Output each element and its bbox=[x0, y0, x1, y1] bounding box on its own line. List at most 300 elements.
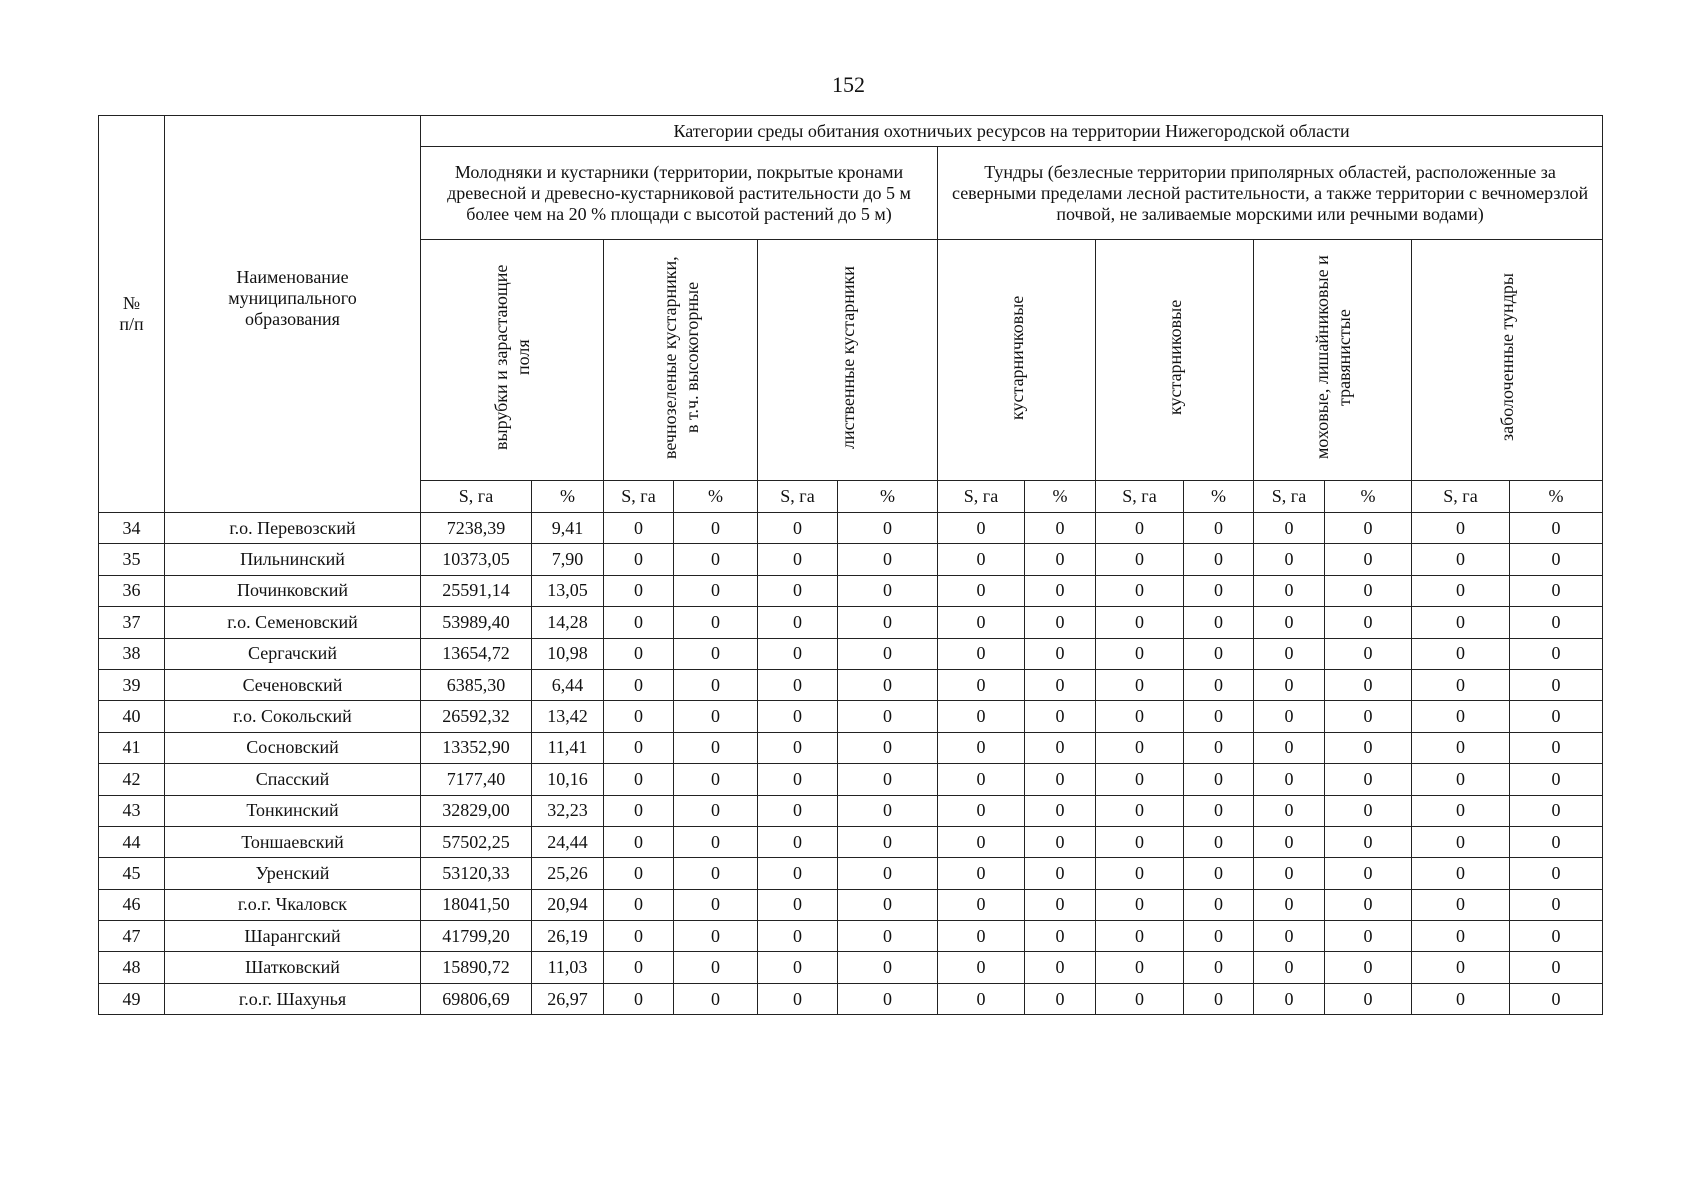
area-value: 0 bbox=[1412, 764, 1510, 795]
percent-value: 0 bbox=[838, 858, 938, 889]
percent-value: 0 bbox=[674, 764, 758, 795]
sub-header-5 bbox=[1096, 240, 1254, 481]
percent-value: 0 bbox=[838, 701, 938, 732]
area-value: 0 bbox=[1412, 638, 1510, 669]
percent-value: 0 bbox=[1510, 952, 1603, 983]
percent-value: 0 bbox=[674, 952, 758, 983]
area-value: 0 bbox=[1412, 983, 1510, 1014]
area-value: 0 bbox=[1412, 795, 1510, 826]
area-value: 0 bbox=[1096, 889, 1184, 920]
area-value: 0 bbox=[938, 921, 1025, 952]
area-value: 0 bbox=[604, 952, 674, 983]
clearings-percent: 10,98 bbox=[532, 638, 604, 669]
percent-value: 0 bbox=[674, 669, 758, 700]
percent-value: 0 bbox=[674, 921, 758, 952]
unit-percent-header: % bbox=[1510, 481, 1603, 513]
percent-value: 0 bbox=[1025, 575, 1096, 606]
clearings-percent: 32,23 bbox=[532, 795, 604, 826]
area-value: 0 bbox=[604, 513, 674, 544]
percent-value: 0 bbox=[838, 952, 938, 983]
row-number: 44 bbox=[99, 826, 165, 857]
percent-value: 0 bbox=[1025, 544, 1096, 575]
area-value: 0 bbox=[938, 513, 1025, 544]
area-value: 0 bbox=[758, 826, 838, 857]
percent-value: 0 bbox=[838, 638, 938, 669]
clearings-percent: 11,03 bbox=[532, 952, 604, 983]
area-value: 0 bbox=[604, 575, 674, 606]
area-value: 0 bbox=[1096, 575, 1184, 606]
area-value: 0 bbox=[604, 858, 674, 889]
clearings-area: 13352,90 bbox=[421, 732, 532, 763]
row-number: 39 bbox=[99, 669, 165, 700]
area-value: 0 bbox=[1412, 921, 1510, 952]
clearings-percent: 20,94 bbox=[532, 889, 604, 920]
percent-value: 0 bbox=[1184, 607, 1254, 638]
category-title: Категории среды обитания охотничьих ресурсов на территории Нижегородской области bbox=[421, 116, 1603, 147]
area-value: 0 bbox=[1096, 983, 1184, 1014]
unit-area-header: S, га bbox=[604, 481, 674, 513]
area-value: 0 bbox=[938, 638, 1025, 669]
area-value: 0 bbox=[758, 701, 838, 732]
percent-value: 0 bbox=[1325, 858, 1412, 889]
area-value: 0 bbox=[1096, 858, 1184, 889]
municipality-name: г.о. Перевозский bbox=[165, 513, 421, 544]
percent-value: 0 bbox=[674, 638, 758, 669]
percent-value: 0 bbox=[1184, 701, 1254, 732]
clearings-area: 7177,40 bbox=[421, 764, 532, 795]
area-value: 0 bbox=[604, 983, 674, 1014]
percent-value: 0 bbox=[1184, 669, 1254, 700]
municipality-name: г.о.г. Шахунья bbox=[165, 983, 421, 1014]
percent-value: 0 bbox=[1325, 795, 1412, 826]
percent-value: 0 bbox=[1510, 513, 1603, 544]
table-row bbox=[99, 795, 1603, 826]
percent-value: 0 bbox=[1510, 544, 1603, 575]
percent-value: 0 bbox=[1325, 513, 1412, 544]
area-value: 0 bbox=[758, 889, 838, 920]
table-row bbox=[99, 921, 1603, 952]
clearings-percent: 13,42 bbox=[532, 701, 604, 732]
area-value: 0 bbox=[1254, 952, 1325, 983]
table-row bbox=[99, 701, 1603, 732]
row-number: 49 bbox=[99, 983, 165, 1014]
clearings-percent: 6,44 bbox=[532, 669, 604, 700]
clearings-area: 32829,00 bbox=[421, 795, 532, 826]
area-value: 0 bbox=[758, 544, 838, 575]
table-row bbox=[99, 826, 1603, 857]
percent-value: 0 bbox=[838, 669, 938, 700]
municipality-name: Пильнинский bbox=[165, 544, 421, 575]
percent-value: 0 bbox=[1025, 952, 1096, 983]
area-value: 0 bbox=[604, 544, 674, 575]
area-value: 0 bbox=[604, 795, 674, 826]
area-value: 0 bbox=[758, 513, 838, 544]
percent-value: 0 bbox=[1325, 764, 1412, 795]
unit-percent-header: % bbox=[838, 481, 938, 513]
area-value: 0 bbox=[604, 732, 674, 763]
table-row bbox=[99, 607, 1603, 638]
sub-label-6: моховые, лишайниковые и травянистые bbox=[1311, 255, 1354, 460]
percent-value: 0 bbox=[1325, 826, 1412, 857]
row-number: 48 bbox=[99, 952, 165, 983]
area-value: 0 bbox=[938, 669, 1025, 700]
table-row bbox=[99, 952, 1603, 983]
sub-label-5: кустарниковые bbox=[1164, 299, 1185, 416]
area-value: 0 bbox=[1254, 607, 1325, 638]
percent-value: 0 bbox=[1184, 826, 1254, 857]
percent-value: 0 bbox=[674, 826, 758, 857]
table-row bbox=[99, 544, 1603, 575]
table-row bbox=[99, 858, 1603, 889]
unit-area-header: S, га bbox=[1412, 481, 1510, 513]
area-value: 0 bbox=[1254, 575, 1325, 606]
table-row bbox=[99, 669, 1603, 700]
area-value: 0 bbox=[1254, 921, 1325, 952]
area-value: 0 bbox=[1412, 889, 1510, 920]
percent-value: 0 bbox=[674, 513, 758, 544]
sub-header-2 bbox=[604, 240, 758, 481]
percent-value: 0 bbox=[1510, 575, 1603, 606]
table-row bbox=[99, 638, 1603, 669]
clearings-percent: 26,97 bbox=[532, 983, 604, 1014]
percent-value: 0 bbox=[1025, 701, 1096, 732]
area-value: 0 bbox=[938, 701, 1025, 732]
percent-value: 0 bbox=[1510, 858, 1603, 889]
area-value: 0 bbox=[1412, 858, 1510, 889]
area-value: 0 bbox=[1254, 826, 1325, 857]
table-row bbox=[99, 889, 1603, 920]
area-value: 0 bbox=[1096, 669, 1184, 700]
percent-value: 0 bbox=[674, 575, 758, 606]
area-value: 0 bbox=[1412, 575, 1510, 606]
percent-value: 0 bbox=[674, 795, 758, 826]
percent-value: 0 bbox=[1510, 669, 1603, 700]
table-row bbox=[99, 983, 1603, 1014]
percent-value: 0 bbox=[838, 826, 938, 857]
area-value: 0 bbox=[938, 858, 1025, 889]
table-row bbox=[99, 764, 1603, 795]
row-number: 36 bbox=[99, 575, 165, 606]
table-row bbox=[99, 732, 1603, 763]
row-number: 43 bbox=[99, 795, 165, 826]
percent-value: 0 bbox=[1184, 764, 1254, 795]
clearings-area: 13654,72 bbox=[421, 638, 532, 669]
percent-value: 0 bbox=[1184, 858, 1254, 889]
percent-value: 0 bbox=[1325, 889, 1412, 920]
percent-value: 0 bbox=[1184, 983, 1254, 1014]
name-label: Наименование муниципального образования bbox=[228, 266, 357, 329]
table-row bbox=[99, 575, 1603, 606]
clearings-area: 18041,50 bbox=[421, 889, 532, 920]
area-value: 0 bbox=[758, 983, 838, 1014]
percent-value: 0 bbox=[1025, 858, 1096, 889]
clearings-area: 6385,30 bbox=[421, 669, 532, 700]
area-value: 0 bbox=[758, 732, 838, 763]
area-value: 0 bbox=[1412, 732, 1510, 763]
area-value: 0 bbox=[1254, 983, 1325, 1014]
percent-value: 0 bbox=[1184, 544, 1254, 575]
percent-value: 0 bbox=[1025, 607, 1096, 638]
percent-value: 0 bbox=[1325, 669, 1412, 700]
area-value: 0 bbox=[1096, 513, 1184, 544]
clearings-area: 57502,25 bbox=[421, 826, 532, 857]
unit-percent-header: % bbox=[1184, 481, 1254, 513]
percent-value: 0 bbox=[1025, 795, 1096, 826]
area-value: 0 bbox=[1412, 826, 1510, 857]
area-value: 0 bbox=[1254, 795, 1325, 826]
area-value: 0 bbox=[758, 952, 838, 983]
clearings-percent: 7,90 bbox=[532, 544, 604, 575]
row-number: 45 bbox=[99, 858, 165, 889]
percent-value: 0 bbox=[1510, 921, 1603, 952]
municipality-name: Уренский bbox=[165, 858, 421, 889]
clearings-area: 10373,05 bbox=[421, 544, 532, 575]
row-number: 47 bbox=[99, 921, 165, 952]
area-value: 0 bbox=[758, 575, 838, 606]
area-value: 0 bbox=[938, 795, 1025, 826]
percent-value: 0 bbox=[674, 701, 758, 732]
group-young-growth: Молодняки и кустарники (территории, покрытые кронами древесной и древесно-кустарниковой растительности до 5 м более чем на 20 % площади с высотой растений до 5 м) bbox=[421, 147, 938, 240]
clearings-percent: 10,16 bbox=[532, 764, 604, 795]
area-value: 0 bbox=[1412, 701, 1510, 732]
area-value: 0 bbox=[758, 638, 838, 669]
municipality-name: Починковский bbox=[165, 575, 421, 606]
unit-percent-header: % bbox=[1025, 481, 1096, 513]
percent-value: 0 bbox=[1025, 513, 1096, 544]
percent-value: 0 bbox=[1025, 638, 1096, 669]
area-value: 0 bbox=[1096, 701, 1184, 732]
row-number: 38 bbox=[99, 638, 165, 669]
percent-value: 0 bbox=[1184, 575, 1254, 606]
municipality-name: Тоншаевский bbox=[165, 826, 421, 857]
group-tundra: Тундры (безлесные территории приполярных областей, расположенные за северными пределами лесной растительности, а также территории с вечномерзлой почвой, не заливаемые морскими или речными водами) bbox=[938, 147, 1603, 240]
area-value: 0 bbox=[1254, 544, 1325, 575]
percent-value: 0 bbox=[1025, 669, 1096, 700]
sub-label-1: вырубки и зарастающие поля bbox=[491, 264, 533, 451]
area-value: 0 bbox=[1254, 638, 1325, 669]
municipality-name: г.о. Семеновский bbox=[165, 607, 421, 638]
area-value: 0 bbox=[604, 607, 674, 638]
percent-value: 0 bbox=[838, 732, 938, 763]
area-value: 0 bbox=[938, 607, 1025, 638]
sub-header-7 bbox=[1412, 240, 1603, 481]
col-name-header bbox=[165, 116, 421, 513]
clearings-percent: 14,28 bbox=[532, 607, 604, 638]
unit-area-header: S, га bbox=[1096, 481, 1184, 513]
sub-label-4: кустарничковые bbox=[1006, 295, 1027, 420]
area-value: 0 bbox=[1096, 764, 1184, 795]
area-value: 0 bbox=[938, 889, 1025, 920]
area-value: 0 bbox=[938, 575, 1025, 606]
area-value: 0 bbox=[758, 669, 838, 700]
area-value: 0 bbox=[604, 826, 674, 857]
percent-value: 0 bbox=[1510, 826, 1603, 857]
area-value: 0 bbox=[604, 921, 674, 952]
unit-area-header: S, га bbox=[421, 481, 532, 513]
area-value: 0 bbox=[938, 732, 1025, 763]
col-num-header bbox=[99, 116, 165, 513]
percent-value: 0 bbox=[674, 889, 758, 920]
table-row bbox=[99, 513, 1603, 544]
municipality-name: г.о. Сокольский bbox=[165, 701, 421, 732]
sub-label-7: заболоченные тундры bbox=[1497, 273, 1518, 442]
unit-percent-header: % bbox=[1325, 481, 1412, 513]
percent-value: 0 bbox=[1325, 607, 1412, 638]
percent-value: 0 bbox=[674, 544, 758, 575]
percent-value: 0 bbox=[1184, 638, 1254, 669]
area-value: 0 bbox=[938, 764, 1025, 795]
area-value: 0 bbox=[1096, 544, 1184, 575]
percent-value: 0 bbox=[1025, 889, 1096, 920]
percent-value: 0 bbox=[1510, 701, 1603, 732]
habitat-table bbox=[98, 115, 1603, 1015]
area-value: 0 bbox=[1254, 701, 1325, 732]
clearings-area: 53989,40 bbox=[421, 607, 532, 638]
percent-value: 0 bbox=[838, 575, 938, 606]
area-value: 0 bbox=[758, 607, 838, 638]
area-value: 0 bbox=[758, 858, 838, 889]
area-value: 0 bbox=[758, 921, 838, 952]
row-number: 34 bbox=[99, 513, 165, 544]
percent-value: 0 bbox=[1325, 921, 1412, 952]
area-value: 0 bbox=[1096, 826, 1184, 857]
percent-value: 0 bbox=[1025, 921, 1096, 952]
area-value: 0 bbox=[938, 952, 1025, 983]
area-value: 0 bbox=[938, 544, 1025, 575]
clearings-area: 7238,39 bbox=[421, 513, 532, 544]
area-value: 0 bbox=[604, 669, 674, 700]
municipality-name: Сосновский bbox=[165, 732, 421, 763]
unit-percent-header: % bbox=[674, 481, 758, 513]
clearings-percent: 9,41 bbox=[532, 513, 604, 544]
municipality-name: Сеченовский bbox=[165, 669, 421, 700]
percent-value: 0 bbox=[1325, 575, 1412, 606]
area-value: 0 bbox=[1254, 889, 1325, 920]
percent-value: 0 bbox=[838, 607, 938, 638]
area-value: 0 bbox=[604, 764, 674, 795]
row-number: 35 bbox=[99, 544, 165, 575]
area-value: 0 bbox=[1096, 732, 1184, 763]
percent-value: 0 bbox=[838, 889, 938, 920]
percent-value: 0 bbox=[1184, 513, 1254, 544]
percent-value: 0 bbox=[838, 795, 938, 826]
sub-header-1 bbox=[421, 240, 604, 481]
percent-value: 0 bbox=[1025, 764, 1096, 795]
percent-value: 0 bbox=[1184, 952, 1254, 983]
area-value: 0 bbox=[1096, 607, 1184, 638]
clearings-area: 41799,20 bbox=[421, 921, 532, 952]
sub-label-3: лиственные кустарники bbox=[837, 266, 858, 449]
area-value: 0 bbox=[1254, 513, 1325, 544]
percent-value: 0 bbox=[1325, 732, 1412, 763]
unit-area-header: S, га bbox=[758, 481, 838, 513]
area-value: 0 bbox=[1412, 669, 1510, 700]
area-value: 0 bbox=[1412, 513, 1510, 544]
percent-value: 0 bbox=[1184, 889, 1254, 920]
percent-value: 0 bbox=[674, 732, 758, 763]
municipality-name: Шатковский bbox=[165, 952, 421, 983]
percent-value: 0 bbox=[838, 544, 938, 575]
municipality-name: Сергачский bbox=[165, 638, 421, 669]
percent-value: 0 bbox=[1184, 732, 1254, 763]
percent-value: 0 bbox=[1325, 701, 1412, 732]
percent-value: 0 bbox=[1510, 764, 1603, 795]
municipality-name: Шарангский bbox=[165, 921, 421, 952]
area-value: 0 bbox=[938, 826, 1025, 857]
clearings-area: 26592,32 bbox=[421, 701, 532, 732]
sub-header-3 bbox=[758, 240, 938, 481]
area-value: 0 bbox=[1412, 607, 1510, 638]
row-number: 37 bbox=[99, 607, 165, 638]
clearings-percent: 13,05 bbox=[532, 575, 604, 606]
clearings-percent: 24,44 bbox=[532, 826, 604, 857]
clearings-area: 15890,72 bbox=[421, 952, 532, 983]
percent-value: 0 bbox=[1184, 921, 1254, 952]
percent-value: 0 bbox=[1325, 952, 1412, 983]
area-value: 0 bbox=[1096, 952, 1184, 983]
sub-header-6 bbox=[1254, 240, 1412, 481]
municipality-name: Тонкинский bbox=[165, 795, 421, 826]
page-number: 152 bbox=[832, 72, 865, 97]
row-number: 40 bbox=[99, 701, 165, 732]
area-value: 0 bbox=[604, 889, 674, 920]
unit-area-header: S, га bbox=[938, 481, 1025, 513]
percent-value: 0 bbox=[674, 983, 758, 1014]
area-value: 0 bbox=[758, 764, 838, 795]
area-value: 0 bbox=[604, 638, 674, 669]
municipality-name: г.о.г. Чкаловск bbox=[165, 889, 421, 920]
area-value: 0 bbox=[1412, 952, 1510, 983]
area-value: 0 bbox=[1412, 544, 1510, 575]
clearings-percent: 26,19 bbox=[532, 921, 604, 952]
percent-value: 0 bbox=[1025, 983, 1096, 1014]
unit-area-header: S, га bbox=[1254, 481, 1325, 513]
percent-value: 0 bbox=[1510, 795, 1603, 826]
sub-label-2: вечнозеленые кустарники, в т.ч. высокогорные bbox=[659, 256, 702, 459]
percent-value: 0 bbox=[1325, 544, 1412, 575]
area-value: 0 bbox=[1254, 764, 1325, 795]
percent-value: 0 bbox=[674, 607, 758, 638]
area-value: 0 bbox=[1096, 795, 1184, 826]
area-value: 0 bbox=[1254, 732, 1325, 763]
percent-value: 0 bbox=[838, 921, 938, 952]
percent-value: 0 bbox=[1510, 983, 1603, 1014]
municipality-name: Спасский bbox=[165, 764, 421, 795]
num-label: № п/п bbox=[119, 293, 144, 334]
percent-value: 0 bbox=[1510, 607, 1603, 638]
area-value: 0 bbox=[1254, 669, 1325, 700]
area-value: 0 bbox=[1254, 858, 1325, 889]
percent-value: 0 bbox=[1325, 638, 1412, 669]
percent-value: 0 bbox=[1184, 795, 1254, 826]
area-value: 0 bbox=[604, 701, 674, 732]
clearings-area: 53120,33 bbox=[421, 858, 532, 889]
percent-value: 0 bbox=[838, 764, 938, 795]
percent-value: 0 bbox=[838, 983, 938, 1014]
percent-value: 0 bbox=[838, 513, 938, 544]
row-number: 42 bbox=[99, 764, 165, 795]
sub-header-4 bbox=[938, 240, 1096, 481]
area-value: 0 bbox=[1096, 638, 1184, 669]
table-body bbox=[99, 513, 1603, 1015]
row-number: 41 bbox=[99, 732, 165, 763]
unit-percent-header: % bbox=[532, 481, 604, 513]
area-value: 0 bbox=[758, 795, 838, 826]
percent-value: 0 bbox=[1325, 983, 1412, 1014]
clearings-area: 69806,69 bbox=[421, 983, 532, 1014]
percent-value: 0 bbox=[1510, 732, 1603, 763]
percent-value: 0 bbox=[1510, 889, 1603, 920]
